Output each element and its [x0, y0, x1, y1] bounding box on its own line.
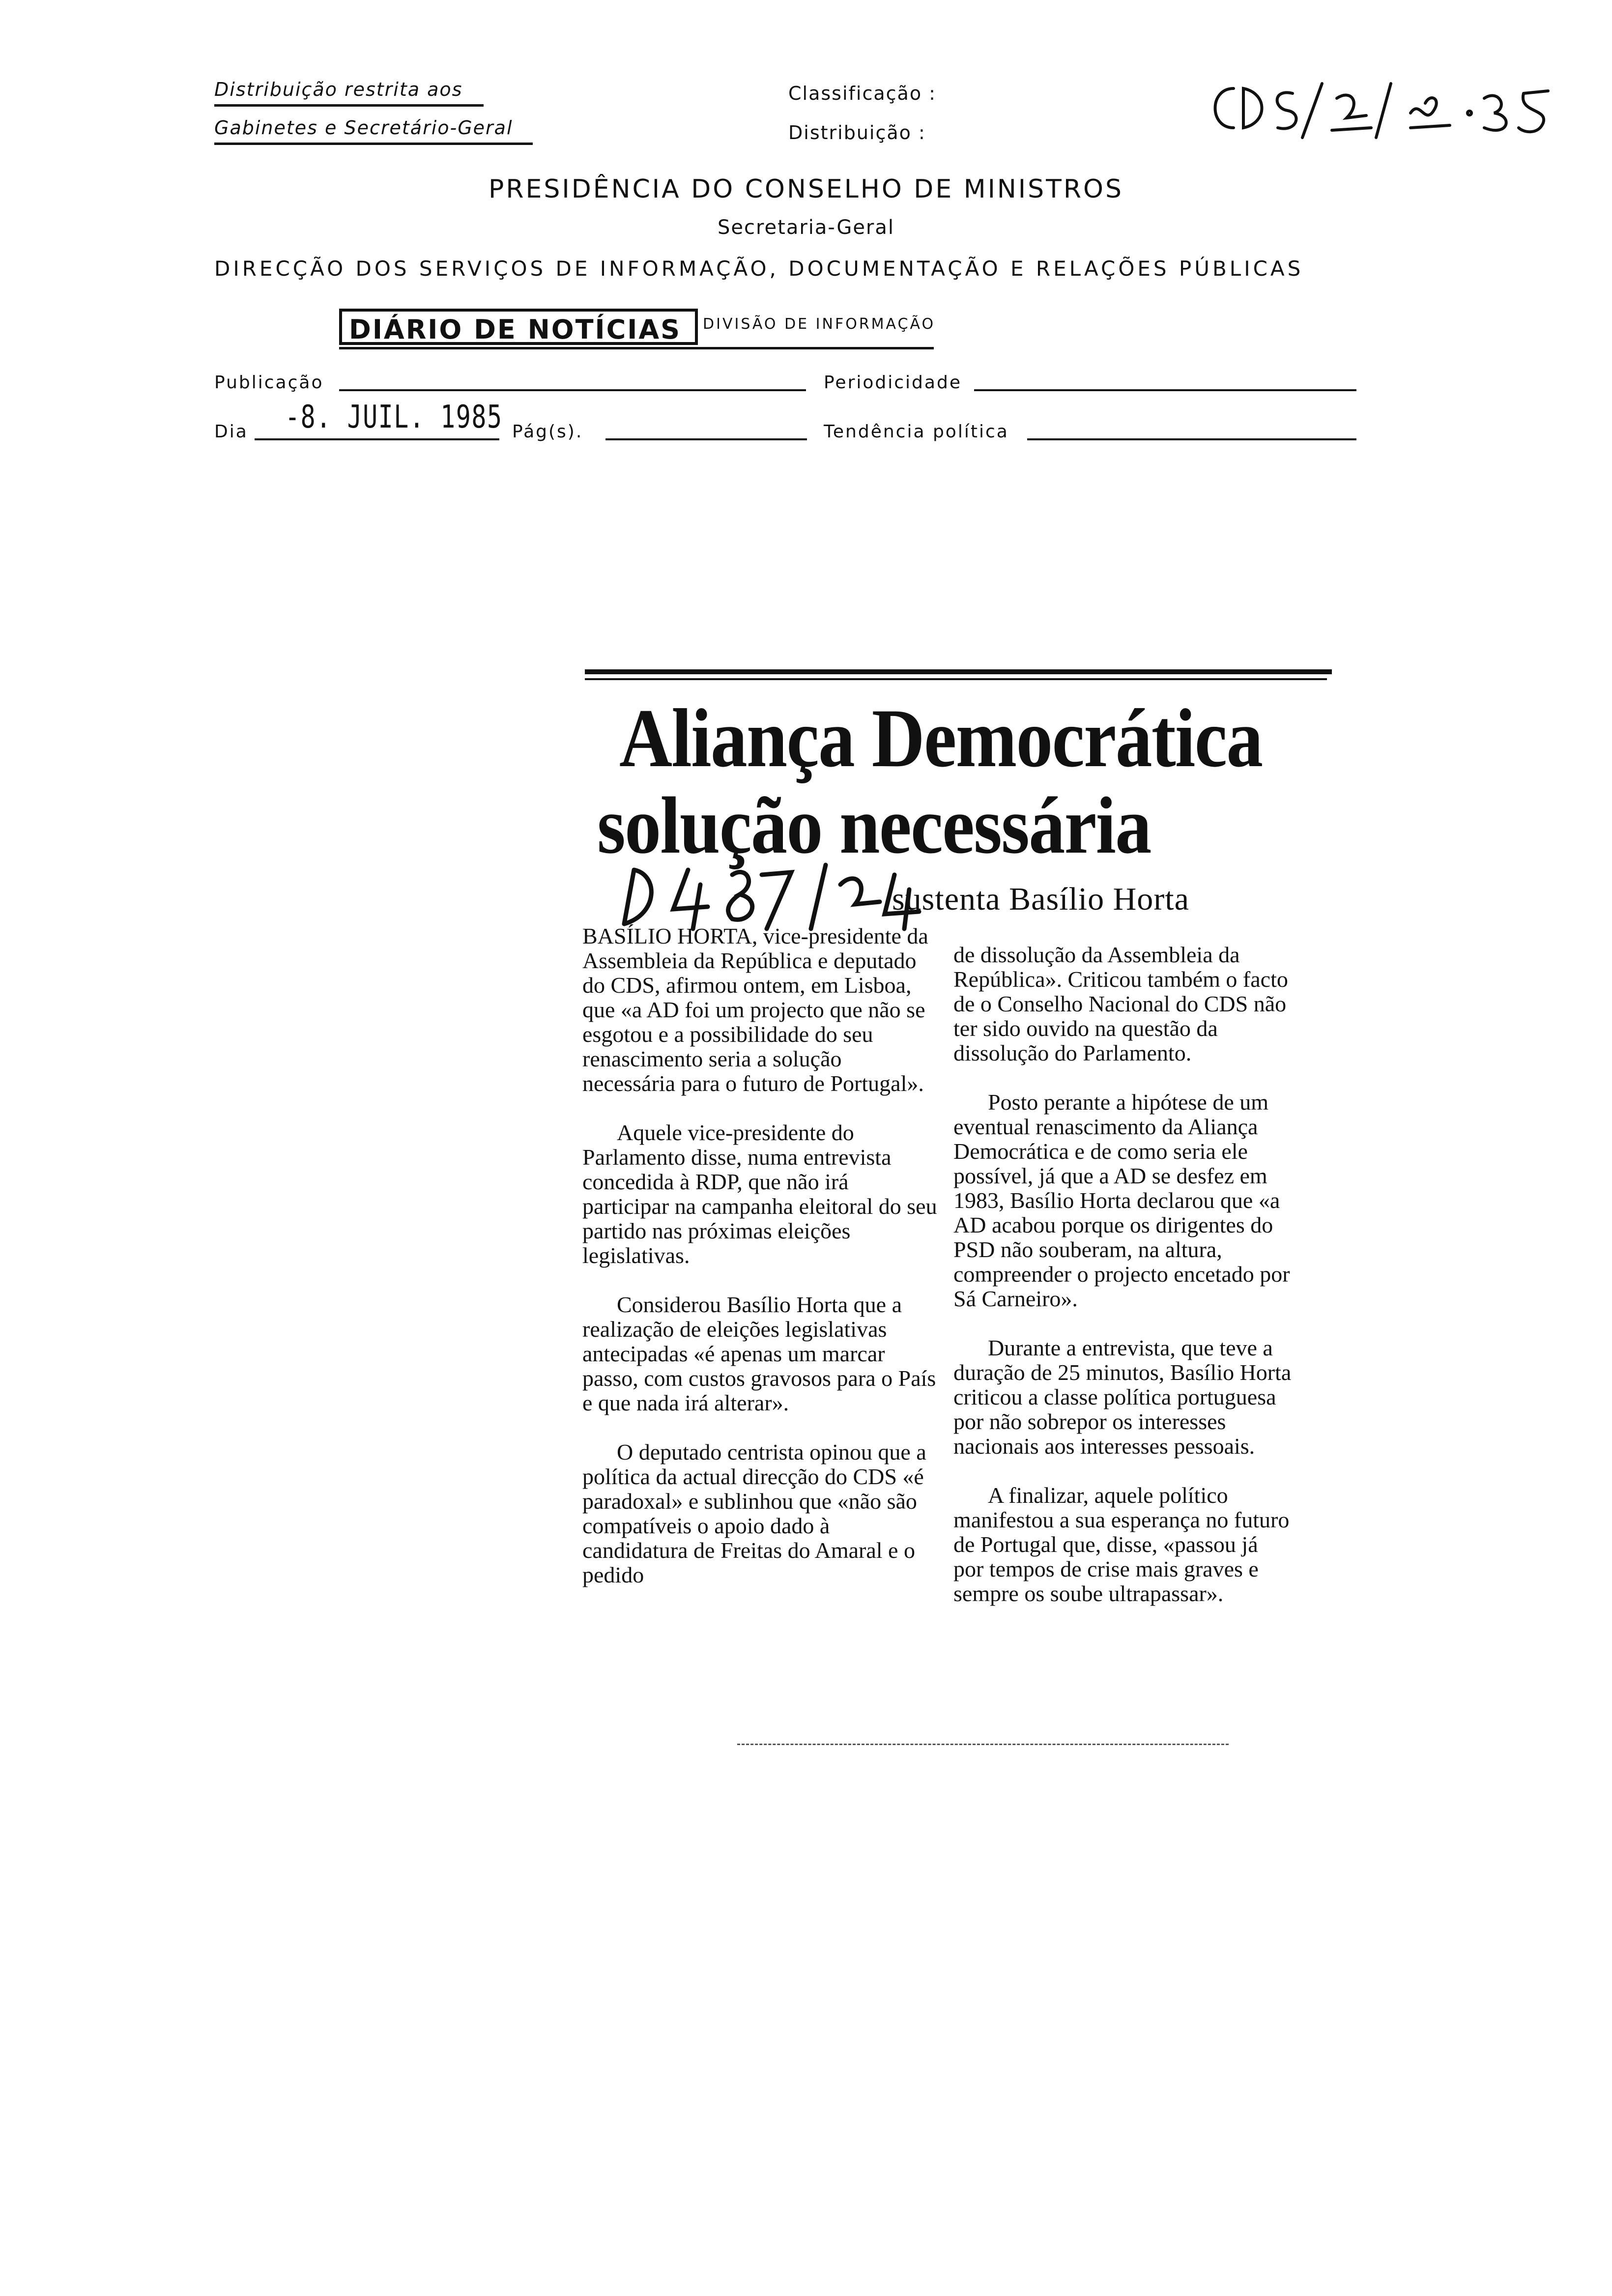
direction-heading: DIRECÇÃO DOS SERVIÇOS DE INFORMAÇÃO, DOCUMENTAÇÃO E RELAÇÕES PÚBLICAS — [214, 257, 1304, 281]
day-label: Dia — [214, 422, 248, 442]
article-column-1 — [582, 924, 939, 1612]
clipping-top-rule — [585, 669, 1332, 674]
presidency-heading: PRESIDÊNCIA DO CONSELHO DE MINISTROS — [489, 174, 1123, 204]
publication-line — [339, 389, 806, 391]
tendency-label: Tendência política — [824, 422, 1009, 442]
day-line — [255, 438, 499, 440]
article-paragraph: A finalizar, aquele político manifestou a sua esperança no futuro de Portugal que, disse, «passou já por tempos de crise mais graves e sempre os soube ultrapassar». — [953, 1483, 1290, 1606]
article-paragraph: BASÍLIO HORTA, vice-presidente da Assembleia da República e deputado do CDS, afirmou ontem, em Lisboa, que «a AD foi um projecto que não se esgotou e a possibilidade do seu renascimento seria a solução necessária para o futuro de Portugal». — [582, 923, 928, 1096]
pages-line — [605, 438, 807, 440]
pages-label: Pág(s). — [512, 422, 583, 442]
restricted-distribution-line1: Distribuição restrita aos — [214, 79, 463, 100]
tendency-line — [1027, 438, 1356, 440]
article-paragraph: Aquele vice-presidente do Parlamento disse, numa entrevista concedida à RDP, que não irá participar na campanha eleitoral do seu partido nas próximas eleições legislativas. — [582, 1120, 937, 1268]
distribution-label: Distribuição : — [788, 122, 926, 144]
article-paragraph: Considerou Basílio Horta que a realização de eleições legislativas antecipadas «é apenas um marcar passo, com custos gravosos para o País e que nada irá alterar». — [582, 1292, 936, 1415]
article-title-line1: Aliança Democrática — [619, 692, 1263, 784]
clipping-bottom-edge — [737, 1742, 1229, 1745]
clipping-top-rule-thin — [585, 678, 1327, 680]
secretariat-heading: Secretaria-Geral — [717, 216, 894, 239]
restricted-underline-2 — [214, 143, 533, 145]
periodicity-line — [974, 389, 1356, 391]
restricted-distribution-line2: Gabinetes e Secretário-Geral — [214, 117, 513, 139]
handwritten-clipping-number — [614, 855, 929, 934]
article-column-2 — [953, 943, 1293, 1631]
division-label: DIVISÃO DE INFORMAÇÃO — [703, 316, 936, 333]
article-paragraph: Durante a entrevista, que teve a duração de 25 minutos, Basílio Horta criticou a classe política portuguesa por não sobrepor os interesses nacionais aos interesses pessoais. — [953, 1335, 1292, 1459]
article-subtitle: sustenta Basílio Horta — [892, 881, 1189, 917]
publication-label: Publicação — [214, 373, 324, 393]
article-paragraph: Posto perante a hipótese de um eventual renascimento da Aliança Democrática e de como seria ele possível, já que a AD se desfez em 1983, Basílio Horta declarou que «a AD acabou porque os dirigentes do PSD não souberam, na altura, compreender o projecto encetado por Sá Carneiro». — [953, 1090, 1290, 1311]
newspaper-stamp: DIÁRIO DE NOTÍCIAS — [339, 309, 698, 345]
date-value: -8. JUIL. 1985 — [285, 399, 503, 435]
article-paragraph: O deputado centrista opinou que a política da actual direcção do CDS «é paradoxal» e sublinhou que «não são compatíveis o apoio dado à candidatura de Freitas do Amaral e o pedido — [582, 1439, 926, 1587]
article-paragraph: de dissolução da Assembleia da República». Criticou também o facto de o Conselho Nacional do CDS não ter sido ouvido na questão da dissolução do Parlamento. — [953, 942, 1288, 1065]
restricted-underline-1 — [214, 104, 484, 107]
periodicity-label: Periodicidade — [824, 373, 962, 393]
handwritten-reference-annotation — [1204, 69, 1558, 143]
classification-label: Classificação : — [788, 83, 936, 104]
article-title-line2: solução necessária — [597, 780, 1151, 870]
stamp-underline — [339, 347, 934, 349]
